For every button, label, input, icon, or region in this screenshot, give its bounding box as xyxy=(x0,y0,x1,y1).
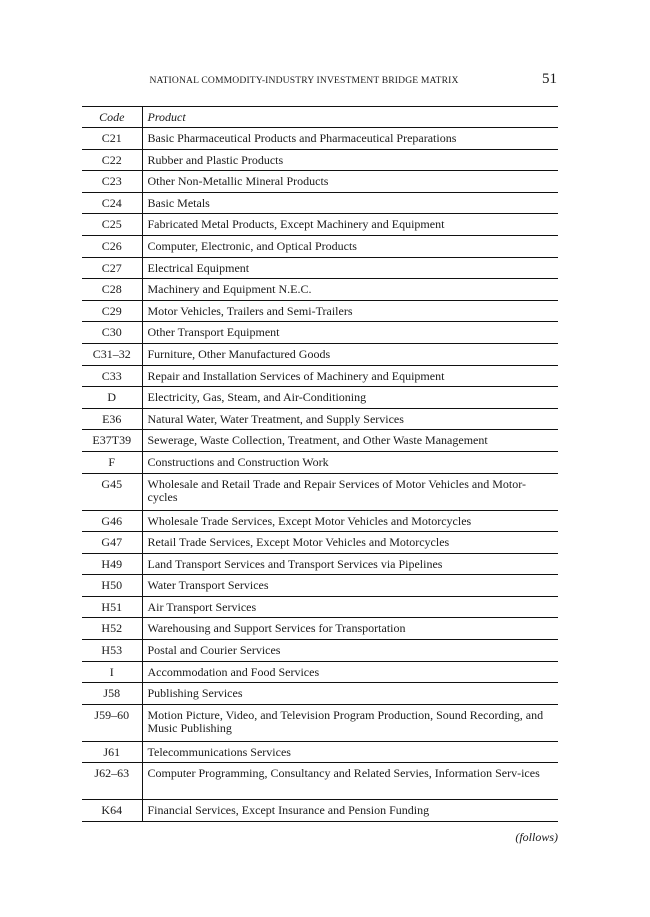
product-cell: Electricity, Gas, Steam, and Air-Conditioning xyxy=(142,387,558,409)
table-row xyxy=(82,300,558,322)
table-row xyxy=(82,683,558,705)
code-cell: G47 xyxy=(82,532,142,554)
running-title: NATIONAL COMMODITY-INDUSTRY INVESTMENT BRIDGE MATRIX xyxy=(149,75,459,86)
table-row xyxy=(82,192,558,214)
table-row xyxy=(82,553,558,575)
product-cell: Accommodation and Food Services xyxy=(142,661,558,683)
table-row xyxy=(82,596,558,618)
product-cell: Wholesale Trade Services, Except Motor Vehicles and Motorcycles xyxy=(142,510,558,532)
table-row xyxy=(82,387,558,409)
code-cell: C23 xyxy=(82,171,142,193)
table-row xyxy=(82,532,558,554)
product-cell: Repair and Installation Services of Machinery and Equipment xyxy=(142,365,558,387)
product-cell: Fabricated Metal Products, Except Machinery and Equipment xyxy=(142,214,558,236)
product-cell: Publishing Services xyxy=(142,683,558,705)
code-cell: C29 xyxy=(82,300,142,322)
running-head xyxy=(100,71,558,93)
table-row xyxy=(82,800,558,822)
table-row xyxy=(82,741,558,763)
table-row xyxy=(82,257,558,279)
product-cell: Basic Metals xyxy=(142,192,558,214)
product-cell: Financial Services, Except Insurance and Pension Funding xyxy=(142,800,558,822)
table-row xyxy=(82,171,558,193)
product-cell: Basic Pharmaceutical Products and Pharmaceutical Preparations xyxy=(142,128,558,150)
code-cell: J62–63 xyxy=(82,763,142,800)
product-cell: Sewerage, Waste Collection, Treatment, and Other Waste Management xyxy=(142,430,558,452)
code-cell: H49 xyxy=(82,553,142,575)
table-row xyxy=(82,510,558,532)
code-cell: H51 xyxy=(82,596,142,618)
table-row xyxy=(82,235,558,257)
table-row xyxy=(82,149,558,171)
continuation-note: (follows) xyxy=(515,830,558,844)
column-header-product: Product xyxy=(142,107,558,128)
product-cell: Machinery and Equipment N.E.C. xyxy=(142,279,558,301)
table-row xyxy=(82,322,558,344)
code-cell: C25 xyxy=(82,214,142,236)
table-row xyxy=(82,430,558,452)
product-cell: Retail Trade Services, Except Motor Vehicles and Motorcycles xyxy=(142,532,558,554)
table-header-row xyxy=(82,107,558,128)
table-row xyxy=(82,408,558,430)
table-row xyxy=(82,704,558,741)
product-cell: Postal and Courier Services xyxy=(142,640,558,662)
code-cell: I xyxy=(82,661,142,683)
table-row xyxy=(82,473,558,510)
table-row xyxy=(82,128,558,150)
code-cell: H53 xyxy=(82,640,142,662)
table-row xyxy=(82,661,558,683)
product-cell: Telecommunications Services xyxy=(142,741,558,763)
code-cell: C30 xyxy=(82,322,142,344)
code-cell: D xyxy=(82,387,142,409)
product-cell: Motion Picture, Video, and Television Program Production, Sound Recording, and Music Publishing xyxy=(142,704,558,741)
code-cell: C31–32 xyxy=(82,343,142,365)
table-row xyxy=(82,640,558,662)
code-cell: C21 xyxy=(82,128,142,150)
code-cell: J61 xyxy=(82,741,142,763)
code-cell: K64 xyxy=(82,800,142,822)
code-cell: C28 xyxy=(82,279,142,301)
table-row xyxy=(82,763,558,800)
table-row xyxy=(82,451,558,473)
product-cell: Computer, Electronic, and Optical Products xyxy=(142,235,558,257)
code-cell: C24 xyxy=(82,192,142,214)
code-cell: C26 xyxy=(82,235,142,257)
product-cell: Furniture, Other Manufactured Goods xyxy=(142,343,558,365)
product-cell: Motor Vehicles, Trailers and Semi-Trailers xyxy=(142,300,558,322)
product-cell: Air Transport Services xyxy=(142,596,558,618)
code-cell: G46 xyxy=(82,510,142,532)
table-row xyxy=(82,365,558,387)
code-cell: H52 xyxy=(82,618,142,640)
code-cell: J58 xyxy=(82,683,142,705)
table-row xyxy=(82,343,558,365)
code-cell: C22 xyxy=(82,149,142,171)
code-cell: C27 xyxy=(82,257,142,279)
code-product-table xyxy=(82,106,558,822)
code-cell: H50 xyxy=(82,575,142,597)
product-cell: Land Transport Services and Transport Services via Pipelines xyxy=(142,553,558,575)
product-cell: Water Transport Services xyxy=(142,575,558,597)
product-cell: Warehousing and Support Services for Transportation xyxy=(142,618,558,640)
column-header-code: Code xyxy=(82,107,142,128)
table-row xyxy=(82,214,558,236)
table-row xyxy=(82,279,558,301)
code-cell: F xyxy=(82,451,142,473)
product-cell: Other Non-Metallic Mineral Products xyxy=(142,171,558,193)
code-cell: C33 xyxy=(82,365,142,387)
table-row xyxy=(82,575,558,597)
code-cell: E36 xyxy=(82,408,142,430)
product-cell: Other Transport Equipment xyxy=(142,322,558,344)
product-cell: Rubber and Plastic Products xyxy=(142,149,558,171)
product-cell: Wholesale and Retail Trade and Repair Services of Motor Vehicles and Motor-cycles xyxy=(142,473,558,510)
product-cell: Computer Programming, Consultancy and Related Servies, Information Serv-ices xyxy=(142,763,558,800)
code-cell: E37T39 xyxy=(82,430,142,452)
page-number: 51 xyxy=(542,71,557,87)
code-cell: G45 xyxy=(82,473,142,510)
product-cell: Electrical Equipment xyxy=(142,257,558,279)
table-row xyxy=(82,618,558,640)
code-cell: J59–60 xyxy=(82,704,142,741)
product-cell: Constructions and Construction Work xyxy=(142,451,558,473)
product-cell: Natural Water, Water Treatment, and Supply Services xyxy=(142,408,558,430)
